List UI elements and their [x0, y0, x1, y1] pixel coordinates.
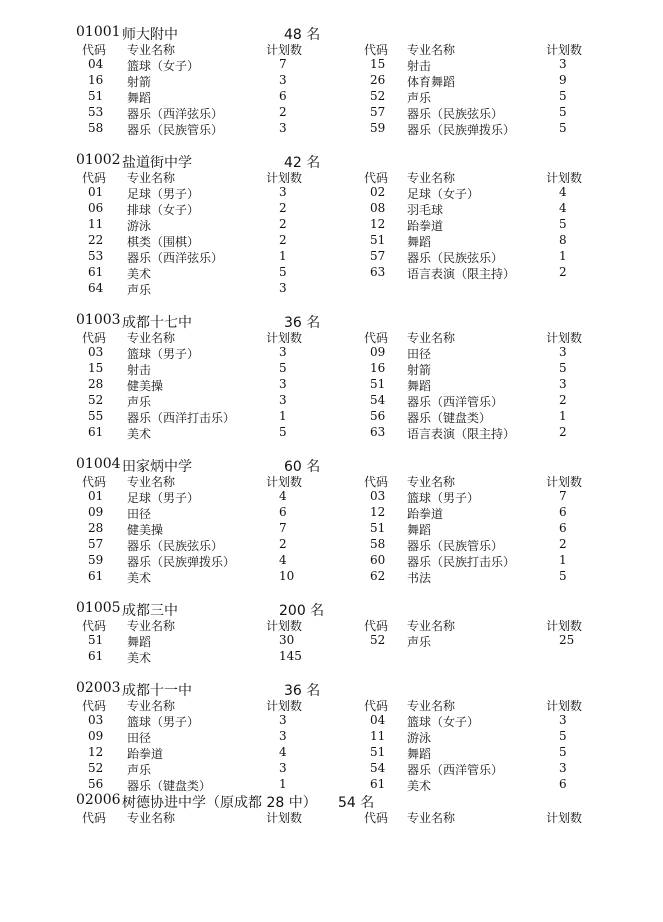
major-code: 51 — [88, 633, 104, 647]
table-row — [0, 745, 663, 760]
table-row — [0, 185, 663, 200]
school-name: 成都十七中 — [122, 315, 192, 331]
plan-count: 1 — [279, 409, 287, 423]
table-row — [0, 521, 663, 536]
major-code: 12 — [370, 217, 386, 231]
major-name: 舞蹈 — [407, 747, 432, 761]
major-code: 51 — [370, 745, 386, 759]
plan-count: 5 — [559, 121, 567, 135]
major-name: 田径 — [127, 731, 152, 745]
header-code-left: 代码 — [82, 475, 107, 489]
plan-count: 5 — [559, 729, 567, 743]
school-block — [0, 312, 663, 442]
header-code-left: 代码 — [82, 619, 107, 633]
header-name-left: 专业名称 — [127, 699, 176, 713]
header-code-left: 代码 — [82, 699, 107, 713]
table-row — [0, 89, 663, 104]
major-code: 16 — [88, 73, 104, 87]
header-plan-left: 计划数 — [266, 699, 303, 713]
major-name: 篮球（男子） — [407, 491, 480, 505]
school-name: 田家炳中学 — [122, 459, 192, 475]
major-code: 01 — [88, 185, 104, 199]
major-name: 舞蹈 — [407, 235, 432, 249]
major-name: 语言表演（限主持） — [407, 267, 516, 281]
header-code-right: 代码 — [364, 699, 389, 713]
plan-count: 3 — [279, 761, 287, 775]
major-name: 跆拳道 — [407, 507, 444, 521]
plan-count: 3 — [279, 121, 287, 135]
major-code: 53 — [88, 249, 104, 263]
plan-count: 3 — [559, 345, 567, 359]
header-plan-right: 计划数 — [546, 699, 583, 713]
major-code: 61 — [88, 425, 104, 439]
plan-count: 2 — [279, 105, 287, 119]
major-code: 06 — [88, 201, 104, 215]
major-name: 声乐 — [127, 395, 152, 409]
school-block — [0, 792, 663, 922]
school-block — [0, 24, 663, 154]
header-plan-left: 计划数 — [266, 331, 303, 345]
major-code: 09 — [88, 729, 104, 743]
table-row — [0, 729, 663, 744]
plan-count: 2 — [559, 393, 567, 407]
school-quota: 60 名 — [284, 459, 321, 475]
column-header-row — [0, 169, 663, 184]
major-name: 语言表演（限主持） — [407, 427, 516, 441]
major-name: 美术 — [127, 427, 152, 441]
plan-count: 10 — [279, 569, 295, 583]
plan-count: 1 — [279, 777, 287, 791]
plan-count: 1 — [559, 409, 567, 423]
plan-count: 3 — [279, 393, 287, 407]
header-code-right: 代码 — [364, 331, 389, 345]
school-block — [0, 456, 663, 586]
plan-count: 4 — [559, 201, 567, 215]
major-name: 器乐（民族管乐） — [407, 539, 504, 553]
school-header — [0, 680, 663, 698]
plan-count: 6 — [559, 777, 567, 791]
school-code: 01005 — [76, 600, 121, 616]
school-quota: 36 名 — [284, 683, 321, 699]
table-row — [0, 569, 663, 584]
major-code: 51 — [370, 377, 386, 391]
header-code-left: 代码 — [82, 43, 107, 57]
school-quota: 36 名 — [284, 315, 321, 331]
header-name-left: 专业名称 — [127, 811, 176, 825]
major-code: 01 — [88, 489, 104, 503]
major-code: 64 — [88, 281, 104, 295]
major-name: 跆拳道 — [407, 219, 444, 233]
major-name: 器乐（键盘类） — [407, 411, 492, 425]
header-name-right: 专业名称 — [407, 699, 456, 713]
major-code: 09 — [88, 505, 104, 519]
table-row — [0, 121, 663, 136]
major-code: 26 — [370, 73, 386, 87]
table-row — [0, 713, 663, 728]
column-header-row — [0, 697, 663, 712]
major-name: 器乐（民族管乐） — [127, 123, 224, 137]
plan-count: 4 — [279, 745, 287, 759]
major-code: 52 — [88, 761, 104, 775]
plan-count: 4 — [559, 185, 567, 199]
major-code: 59 — [88, 553, 104, 567]
plan-count: 3 — [279, 377, 287, 391]
major-name: 器乐（民族弦乐） — [407, 107, 504, 121]
major-name: 足球（男子） — [127, 491, 200, 505]
plan-count: 5 — [279, 425, 287, 439]
major-name: 声乐 — [127, 283, 152, 297]
major-name: 器乐（民族弹拨乐） — [407, 123, 516, 137]
major-code: 58 — [88, 121, 104, 135]
plan-count: 3 — [279, 281, 287, 295]
header-code-left: 代码 — [82, 811, 107, 825]
major-name: 舞蹈 — [407, 379, 432, 393]
table-row — [0, 201, 663, 216]
major-name: 舞蹈 — [127, 635, 152, 649]
major-code: 15 — [370, 57, 386, 71]
major-code: 54 — [370, 393, 386, 407]
major-code: 09 — [370, 345, 386, 359]
major-name: 篮球（女子） — [127, 59, 200, 73]
table-row — [0, 409, 663, 424]
major-name: 射击 — [127, 363, 152, 377]
header-code-right: 代码 — [364, 475, 389, 489]
major-code: 62 — [370, 569, 386, 583]
plan-count: 2 — [559, 537, 567, 551]
major-code: 61 — [88, 569, 104, 583]
plan-count: 2 — [559, 265, 567, 279]
plan-count: 4 — [279, 489, 287, 503]
header-name-left: 专业名称 — [127, 43, 176, 57]
major-name: 游泳 — [407, 731, 432, 745]
header-plan-right: 计划数 — [546, 331, 583, 345]
table-row — [0, 649, 663, 664]
plan-count: 5 — [559, 89, 567, 103]
major-name: 器乐（民族弦乐） — [407, 251, 504, 265]
school-name: 成都三中 — [122, 603, 178, 619]
header-name-left: 专业名称 — [127, 619, 176, 633]
major-name: 声乐 — [407, 91, 432, 105]
header-code-left: 代码 — [82, 171, 107, 185]
school-code: 02006 — [76, 792, 121, 808]
school-quota: 48 名 — [284, 27, 321, 43]
plan-count: 5 — [559, 105, 567, 119]
major-code: 57 — [370, 105, 386, 119]
table-row — [0, 393, 663, 408]
header-plan-left: 计划数 — [266, 475, 303, 489]
header-plan-right: 计划数 — [546, 475, 583, 489]
plan-count: 145 — [279, 649, 302, 663]
school-name: 师大附中 — [122, 27, 178, 43]
table-row — [0, 489, 663, 504]
school-block — [0, 680, 663, 810]
plan-count: 3 — [559, 57, 567, 71]
plan-count: 3 — [279, 713, 287, 727]
plan-count: 6 — [279, 89, 287, 103]
table-row — [0, 761, 663, 776]
major-name: 田径 — [127, 507, 152, 521]
header-name-left: 专业名称 — [127, 475, 176, 489]
header-plan-right: 计划数 — [546, 811, 583, 825]
major-code: 53 — [88, 105, 104, 119]
plan-count: 1 — [279, 249, 287, 263]
table-row — [0, 553, 663, 568]
school-header — [0, 312, 663, 330]
school-header — [0, 24, 663, 42]
school-name: 成都十一中 — [122, 683, 192, 699]
major-code: 04 — [370, 713, 386, 727]
major-name: 足球（女子） — [407, 187, 480, 201]
column-header-row — [0, 473, 663, 488]
column-header-row — [0, 329, 663, 344]
major-name: 篮球（男子） — [127, 715, 200, 729]
header-name-right: 专业名称 — [407, 619, 456, 633]
major-code: 52 — [370, 89, 386, 103]
major-code: 15 — [88, 361, 104, 375]
header-code-right: 代码 — [364, 619, 389, 633]
major-name: 棋类（围棋） — [127, 235, 200, 249]
major-name: 排球（女子） — [127, 203, 200, 217]
major-code: 61 — [88, 649, 104, 663]
major-name: 器乐（西洋弦乐） — [127, 251, 224, 265]
plan-count: 6 — [559, 521, 567, 535]
header-plan-right: 计划数 — [546, 171, 583, 185]
header-name-right: 专业名称 — [407, 43, 456, 57]
major-code: 12 — [88, 745, 104, 759]
header-code-right: 代码 — [364, 43, 389, 57]
major-code: 61 — [88, 265, 104, 279]
major-name: 器乐（民族弹拨乐） — [127, 555, 236, 569]
table-row — [0, 217, 663, 232]
major-name: 书法 — [407, 571, 432, 585]
table-row — [0, 505, 663, 520]
major-code: 51 — [88, 89, 104, 103]
plan-count: 5 — [279, 265, 287, 279]
header-plan-left: 计划数 — [266, 43, 303, 57]
major-code: 22 — [88, 233, 104, 247]
header-name-left: 专业名称 — [127, 171, 176, 185]
major-name: 篮球（男子） — [127, 347, 200, 361]
header-plan-left: 计划数 — [266, 171, 303, 185]
major-code: 52 — [88, 393, 104, 407]
major-name: 器乐（西洋弦乐） — [127, 107, 224, 121]
major-name: 足球（男子） — [127, 187, 200, 201]
table-row — [0, 377, 663, 392]
column-header-row — [0, 809, 663, 824]
plan-count: 1 — [559, 553, 567, 567]
plan-count: 3 — [559, 761, 567, 775]
plan-count: 25 — [559, 633, 575, 647]
major-name: 健美操 — [127, 523, 164, 537]
header-plan-left: 计划数 — [266, 619, 303, 633]
plan-count: 3 — [279, 729, 287, 743]
plan-count: 5 — [559, 361, 567, 375]
major-name: 声乐 — [127, 763, 152, 777]
table-row — [0, 425, 663, 440]
table-row — [0, 345, 663, 360]
school-code: 01003 — [76, 312, 121, 328]
plan-count: 1 — [559, 249, 567, 263]
major-code: 04 — [88, 57, 104, 71]
school-name: 树德协进中学（原成都 28 中） — [122, 795, 317, 811]
major-code: 03 — [88, 713, 104, 727]
school-name: 盐道街中学 — [122, 155, 192, 171]
major-code: 51 — [370, 233, 386, 247]
major-code: 63 — [370, 265, 386, 279]
major-code: 61 — [370, 777, 386, 791]
table-row — [0, 73, 663, 88]
major-name: 羽毛球 — [407, 203, 444, 217]
plan-count: 7 — [279, 521, 287, 535]
major-code: 57 — [370, 249, 386, 263]
plan-count: 3 — [279, 185, 287, 199]
plan-count: 5 — [559, 217, 567, 231]
header-plan-left: 计划数 — [266, 811, 303, 825]
plan-count: 2 — [279, 201, 287, 215]
plan-count: 3 — [279, 73, 287, 87]
major-code: 54 — [370, 761, 386, 775]
major-name: 声乐 — [407, 635, 432, 649]
major-name: 美术 — [127, 651, 152, 665]
major-code: 55 — [88, 409, 104, 423]
major-name: 射箭 — [127, 75, 152, 89]
major-code: 08 — [370, 201, 386, 215]
school-quota: 200 名 — [279, 603, 325, 619]
major-code: 11 — [88, 217, 104, 231]
plan-count: 2 — [279, 537, 287, 551]
school-quota: 42 名 — [284, 155, 321, 171]
plan-count: 6 — [559, 505, 567, 519]
header-plan-right: 计划数 — [546, 43, 583, 57]
header-code-left: 代码 — [82, 331, 107, 345]
major-code: 28 — [88, 377, 104, 391]
major-code: 28 — [88, 521, 104, 535]
plan-count: 5 — [279, 361, 287, 375]
plan-count: 2 — [279, 217, 287, 231]
column-header-row — [0, 41, 663, 56]
plan-count: 5 — [559, 569, 567, 583]
plan-count: 6 — [279, 505, 287, 519]
plan-count: 3 — [559, 377, 567, 391]
school-block — [0, 152, 663, 297]
table-row — [0, 249, 663, 264]
major-code: 59 — [370, 121, 386, 135]
major-name: 器乐（民族打击乐） — [407, 555, 516, 569]
header-name-left: 专业名称 — [127, 331, 176, 345]
major-name: 射击 — [407, 59, 432, 73]
major-code: 52 — [370, 633, 386, 647]
major-name: 美术 — [127, 571, 152, 585]
header-name-right: 专业名称 — [407, 331, 456, 345]
major-name: 射箭 — [407, 363, 432, 377]
header-name-right: 专业名称 — [407, 171, 456, 185]
table-row — [0, 361, 663, 376]
plan-count: 4 — [279, 553, 287, 567]
major-code: 56 — [88, 777, 104, 791]
table-row — [0, 57, 663, 72]
major-name: 舞蹈 — [407, 523, 432, 537]
major-name: 游泳 — [127, 219, 152, 233]
header-name-right: 专业名称 — [407, 811, 456, 825]
major-code: 03 — [88, 345, 104, 359]
major-code: 16 — [370, 361, 386, 375]
plan-count: 7 — [279, 57, 287, 71]
major-name: 跆拳道 — [127, 747, 164, 761]
plan-count: 3 — [279, 345, 287, 359]
major-name: 器乐（键盘类） — [127, 779, 212, 793]
column-header-row — [0, 617, 663, 632]
major-name: 器乐（西洋管乐） — [407, 395, 504, 409]
plan-count: 7 — [559, 489, 567, 503]
header-name-right: 专业名称 — [407, 475, 456, 489]
table-row — [0, 633, 663, 648]
major-code: 02 — [370, 185, 386, 199]
school-quota: 54 名 — [338, 795, 375, 811]
major-code: 63 — [370, 425, 386, 439]
major-name: 美术 — [407, 779, 432, 793]
plan-count: 9 — [559, 73, 567, 87]
school-code: 01002 — [76, 152, 121, 168]
table-row — [0, 233, 663, 248]
major-name: 美术 — [127, 267, 152, 281]
header-code-right: 代码 — [364, 171, 389, 185]
major-name: 篮球（女子） — [407, 715, 480, 729]
plan-count: 2 — [279, 233, 287, 247]
table-row — [0, 105, 663, 120]
school-header — [0, 152, 663, 170]
major-name: 器乐（民族弦乐） — [127, 539, 224, 553]
plan-count: 3 — [559, 713, 567, 727]
major-code: 56 — [370, 409, 386, 423]
major-code: 11 — [370, 729, 386, 743]
plan-count: 30 — [279, 633, 295, 647]
plan-count: 8 — [559, 233, 567, 247]
major-code: 58 — [370, 537, 386, 551]
school-code: 01004 — [76, 456, 121, 472]
school-code: 02003 — [76, 680, 121, 696]
school-code: 01001 — [76, 24, 121, 40]
plan-count: 2 — [559, 425, 567, 439]
school-header — [0, 456, 663, 474]
major-code: 60 — [370, 553, 386, 567]
plan-count: 5 — [559, 745, 567, 759]
major-name: 器乐（西洋管乐） — [407, 763, 504, 777]
school-header — [0, 600, 663, 618]
major-code: 51 — [370, 521, 386, 535]
table-row — [0, 537, 663, 552]
major-code: 12 — [370, 505, 386, 519]
header-code-right: 代码 — [364, 811, 389, 825]
major-name: 体育舞蹈 — [407, 75, 456, 89]
school-header — [0, 792, 663, 810]
major-name: 器乐（西洋打击乐） — [127, 411, 236, 425]
table-row — [0, 777, 663, 792]
major-name: 舞蹈 — [127, 91, 152, 105]
major-code: 03 — [370, 489, 386, 503]
header-plan-right: 计划数 — [546, 619, 583, 633]
major-code: 57 — [88, 537, 104, 551]
table-row — [0, 265, 663, 280]
major-name: 田径 — [407, 347, 432, 361]
table-row — [0, 281, 663, 296]
major-name: 健美操 — [127, 379, 164, 393]
